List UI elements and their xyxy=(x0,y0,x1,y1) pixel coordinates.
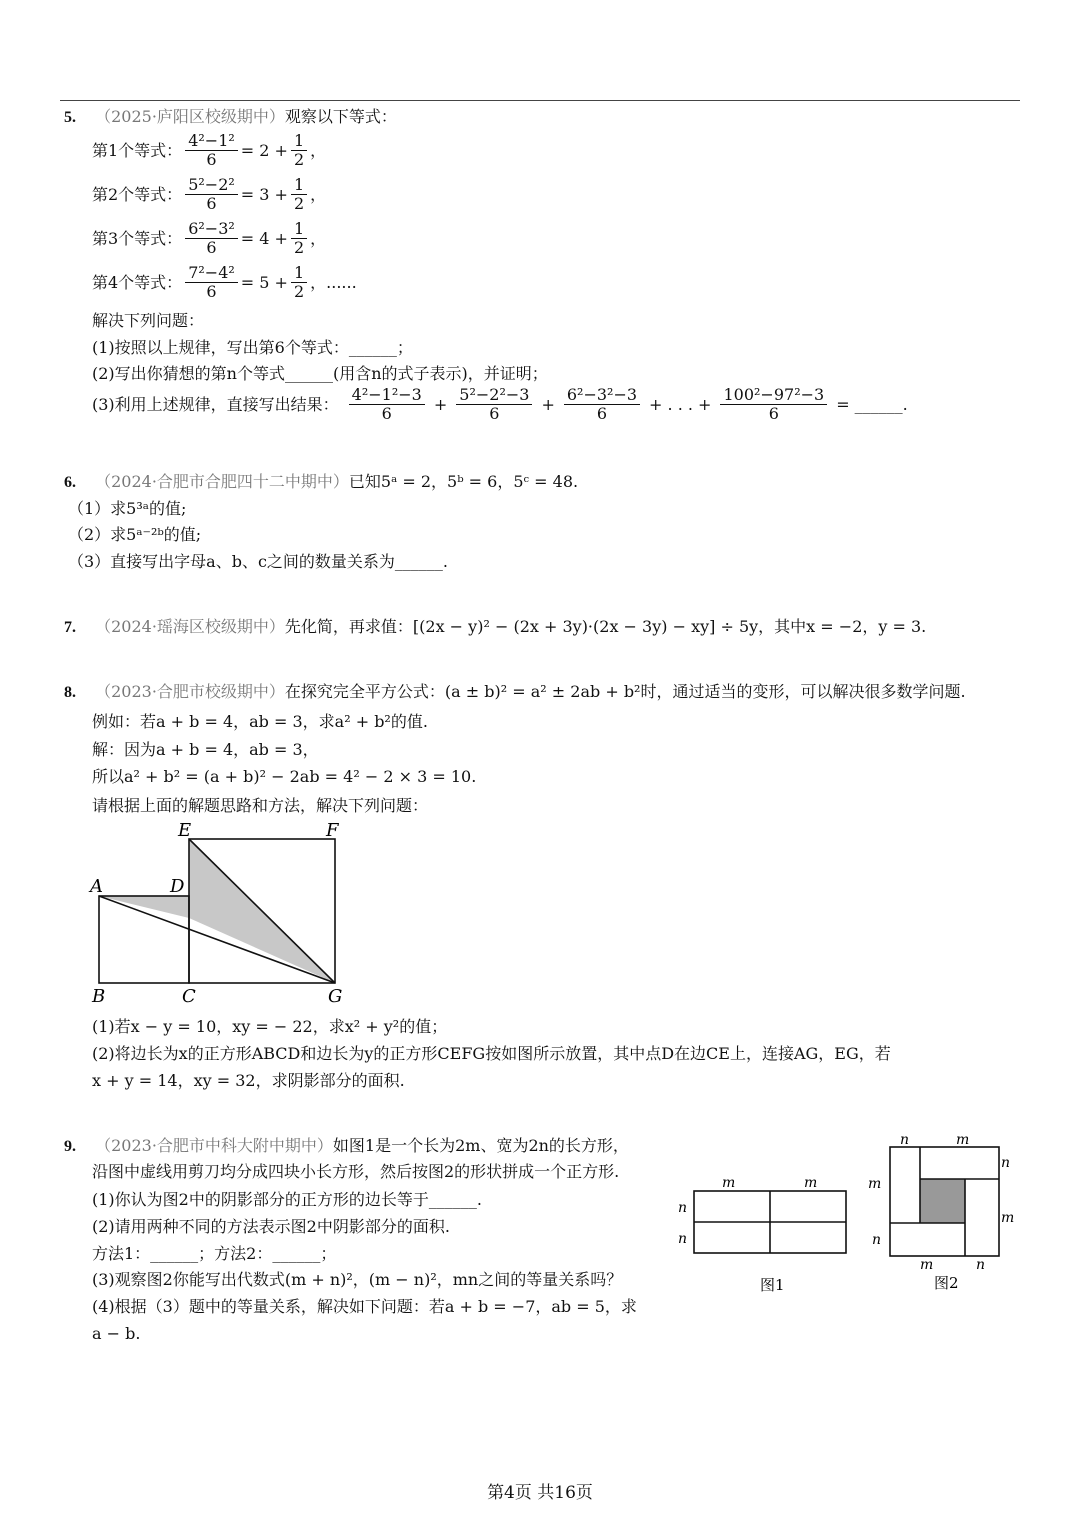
q9-figure-1 xyxy=(674,1172,854,1302)
label-b: B xyxy=(92,986,106,1007)
eq-label: 第4个等式： xyxy=(92,273,183,293)
q6-number: 6. xyxy=(64,474,76,491)
fig2-label-m-left: m xyxy=(868,1176,882,1192)
shade-triangle-left xyxy=(99,896,189,918)
q9-source: （2023·合肥市中科大附中期中） xyxy=(95,1136,333,1155)
fig1-label-m-left: m xyxy=(722,1175,736,1191)
fig2-label-n-left: n xyxy=(872,1232,882,1248)
q6-given: 已知5ᵃ = 2，5ᵇ = 6，5ᶜ = 48. xyxy=(348,472,579,491)
fig2-shaded-square xyxy=(920,1179,965,1223)
q9-number: 9. xyxy=(64,1138,76,1155)
fig1-label-n-bottom: n xyxy=(678,1231,688,1247)
label-f: F xyxy=(326,820,339,841)
q9-line-2: 沿图中虚线用剪刀均分成四块小长方形，然后按图2的形状拼成一个正方形. xyxy=(92,1162,620,1181)
eq-label: 第2个等式： xyxy=(92,185,183,205)
q6-part-2: （2）求5ᵃ⁻²ᵇ的值; xyxy=(68,525,202,544)
q6-source: （2024·合肥市合肥四十二中期中） xyxy=(95,472,349,491)
q8-squares-figure xyxy=(86,816,356,1010)
q5-solve-heading: 解决下列问题： xyxy=(92,311,205,330)
half-fraction: $\frac{1}{2}$ xyxy=(291,176,307,214)
q9-part-3: (3)观察图2你能写出代数式(m + n)²，(m − n)²，mn之间的等量关系吗？ xyxy=(92,1270,623,1289)
sum-term-last: $\frac{\text{100²−97²−3}}{6}$ xyxy=(720,386,827,424)
sum-term-2: $\frac{\text{5²−2²−3}}{6}$ xyxy=(456,386,532,424)
page-footer: 第4页 共16页 xyxy=(487,1483,593,1503)
fig2-label-m-right: m xyxy=(1001,1210,1015,1226)
q8-number: 8. xyxy=(64,684,76,701)
q7-source: （2024·瑶海区校级期中） xyxy=(95,617,285,636)
eq-fraction: $\frac{\text{5²−2²}}{6}$ xyxy=(185,176,238,214)
sum-term-1: $\frac{\text{4²−1²−3}}{6}$ xyxy=(349,386,425,424)
fig1-label-m-right: m xyxy=(804,1175,818,1191)
q5-number: 5. xyxy=(64,109,76,126)
eq-label: 第1个等式： xyxy=(92,141,183,161)
q8-intro: 在探究完全平方公式：(a ± b)² = a² ± 2ab + b²时，通过适当的变形，可以解决很多数学问题. xyxy=(284,682,966,701)
q8-part-1: (1)若x − y = 10，xy = − 22，求x² + y²的值； xyxy=(92,1017,448,1036)
q5-heading xyxy=(64,107,397,127)
q8-part-2-line-1: (2)将边长为x的正方形ABCD和边长为y的正方形CEFG按如图所示放置，其中点D在边CE上，连接AG，EG，若 xyxy=(92,1044,891,1063)
q8-source: （2023·合肥市校级期中） xyxy=(95,682,285,701)
q7-heading xyxy=(64,617,926,637)
half-fraction: $\frac{1}{2}$ xyxy=(291,264,307,302)
q5-eq-3: 第3个等式： $\frac{\text{6²−3²}}{6}$ = 4 + $\frac{1}{2}$ ， xyxy=(92,219,327,258)
q9-part-4-line-2: a − b. xyxy=(92,1324,141,1343)
q9-figure-2 xyxy=(864,1130,1024,1300)
eq-fraction: $\frac{\text{7²−4²}}{6}$ xyxy=(185,264,238,302)
fig1-label-n-top: n xyxy=(678,1200,688,1216)
label-c: C xyxy=(182,986,196,1007)
label-e: E xyxy=(178,820,192,841)
q5-part-1: (1)按照以上规律，写出第6个等式：______； xyxy=(92,338,413,357)
q7-number: 7. xyxy=(64,619,76,636)
q8-heading xyxy=(64,682,966,702)
q9-heading xyxy=(64,1136,629,1156)
q5-eq-2: 第2个等式： $\frac{\text{5²−2²}}{6}$ = 3 + $\frac{1}{2}$ ， xyxy=(92,175,327,214)
q5-eq-1: 第1个等式： $\frac{\text{4²−1²}}{6}$ = 2 + $\frac{1}{2}$ ， xyxy=(92,131,327,170)
label-a: A xyxy=(90,876,103,897)
fig2-label-n-bottom: n xyxy=(976,1257,986,1273)
fig2-label-m-bottom: m xyxy=(920,1257,934,1273)
fig2-label-n-right: n xyxy=(1001,1155,1011,1171)
q5-part-3: (3)利用上述规律，直接写出结果： $\frac{\text{4²−1²−3}}{6}$ + $\frac{\text{5²−2²−3}}{6}$ + $\frac{\text{6²−3²−3}}{6}$ + . . . + $\frac{\text{100²−97²−3}}{6}$ = ______. xyxy=(92,385,908,424)
label-g: G xyxy=(328,986,343,1007)
label-d: D xyxy=(170,876,185,897)
q9-part-2: (2)请用两种不同的方法表示图2中阴影部分的面积. xyxy=(92,1217,450,1236)
half-fraction: $\frac{1}{2}$ xyxy=(291,220,307,258)
fig2-label-m-top: m xyxy=(956,1132,970,1148)
q9-methods: 方法1：______；方法2：______； xyxy=(92,1244,337,1263)
q6-part-1: （1）求5³ᵃ的值; xyxy=(68,499,187,518)
q8-example: 例如：若a + b = 4，ab = 3，求a² + b²的值. xyxy=(92,712,428,731)
half-fraction: $\frac{1}{2}$ xyxy=(291,132,307,170)
q6-heading xyxy=(64,472,578,492)
fig2-caption: 图2 xyxy=(934,1274,959,1292)
sum-term-3: $\frac{\text{6²−3²−3}}{6}$ xyxy=(564,386,640,424)
q5-part-3-label: (3)利用上述规律，直接写出结果： xyxy=(92,395,339,415)
q8-solution-1: 解：因为a + b = 4，ab = 3， xyxy=(92,740,319,759)
q7-text: 先化简，再求值：[(2x − y)² − (2x + 3y)·(2x − 3y) − xy] ÷ 5y，其中x = −2，y = 3. xyxy=(284,617,927,636)
q9-intro: 如图1是一个长为2m、宽为2n的长方形， xyxy=(332,1136,629,1155)
q5-intro: 观察以下等式： xyxy=(284,107,397,126)
q8-solution-2: 所以a² + b² = (a + b)² − 2ab = 4² − 2 × 3 = 10. xyxy=(92,767,477,786)
eq-fraction: $\frac{\text{6²−3²}}{6}$ xyxy=(185,220,238,258)
q8-part-2-line-2: x + y = 14，xy = 32，求阴影部分的面积. xyxy=(92,1071,405,1090)
q8-ask: 请根据上面的解题思路和方法，解决下列问题： xyxy=(92,796,429,815)
q6-part-3: （3）直接写出字母a、b、c之间的数量关系为______. xyxy=(68,552,449,571)
q9-part-1: (1)你认为图2中的阴影部分的正方形的边长等于______. xyxy=(92,1190,482,1209)
eq-fraction: $\frac{\text{4²−1²}}{6}$ xyxy=(185,132,238,170)
q5-eq-4: 第4个等式： $\frac{\text{7²−4²}}{6}$ = 5 + $\frac{1}{2}$ ，...... xyxy=(92,263,357,302)
fig2-label-n-top: n xyxy=(900,1132,910,1148)
q5-source: （2025·庐阳区校级期中） xyxy=(95,107,285,126)
fig1-caption: 图1 xyxy=(760,1276,785,1294)
header-rule xyxy=(60,100,1020,101)
eq-label: 第3个等式： xyxy=(92,229,183,249)
q9-part-4-line-1: (4)根据（3）题中的等量关系，解决如下问题：若a + b = −7，ab = 5，求 xyxy=(92,1297,637,1316)
q5-part-2: (2)写出你猜想的第n个等式______(用含n的式子表示)，并证明； xyxy=(92,364,548,383)
